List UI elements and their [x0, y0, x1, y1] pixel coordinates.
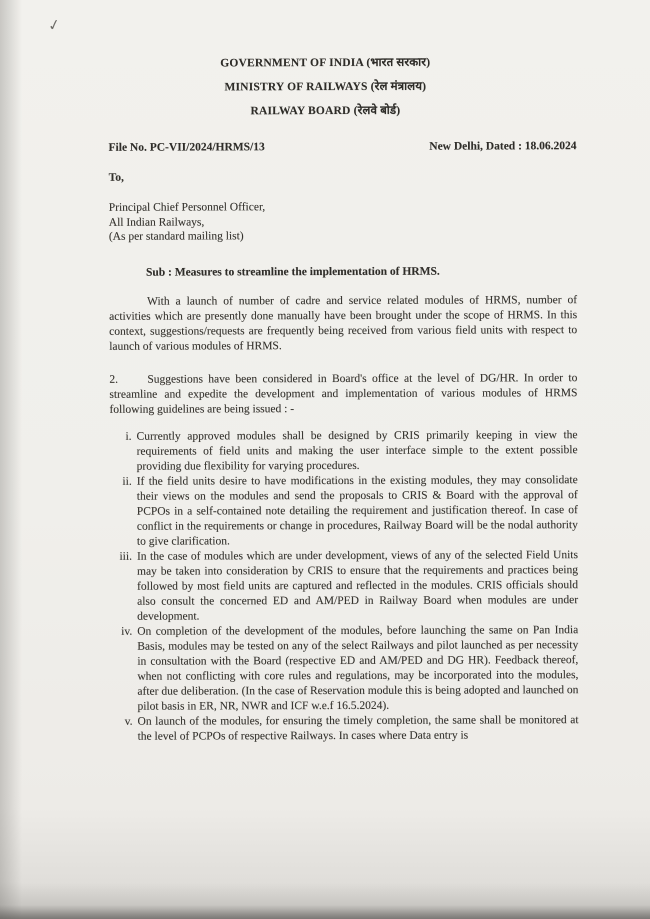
letterhead-line-government: GOVERNMENT OF INDIA (भारत सरकार)	[220, 56, 431, 70]
guideline-item	[110, 473, 578, 550]
opening-paragraph: With a launch of number of cadre and service related modules of HRMS, number of activities which are presently done manually have been brought under the scope of HRMS. In this context, suggestions/requests are frequently being received from various field units with respect to launch of various modules of HRMS.	[109, 293, 578, 353]
guideline-text: Currently approved modules shall be designed by CRIS primarily keeping in view the requirements of field units and making the user interface simple to the extent possible providing due flexibility for varying procedures.	[136, 428, 578, 473]
guideline-marker: iv.	[121, 625, 133, 638]
subject-line: Sub : Measures to streamline the implementation of HRMS.	[145, 265, 440, 279]
addressee-block	[109, 199, 577, 244]
file-number: File No. PC-VII/2024/HRMS/13	[108, 141, 265, 154]
addressee-line: Principal Chief Personnel Officer,	[108, 201, 266, 214]
salutation: To,	[108, 171, 124, 184]
guideline-text: On completion of the development of the modules, before launching the same on Pan India Basis, modules may be tested on any of the select Railways and pilot launched as per necessity in consultation with the Board (respective ED and AM/PED and DG HR). Feedback thereof, when not conflicting with core rules and regulations, may be incorporated into the modules, after due deliberation. (In the case of Reservation module this is being adopted and launched on pilot basis in ER, NR, NWR and ICF w.e.f 16.5.2024).	[137, 623, 579, 713]
file-reference-line	[108, 139, 576, 156]
paragraph-2-text: Suggestions have been considered in Board's office at the level of DG/HR. In order to streamline and expedite the development and implementation of various modules of HRMS following guidelines are being issued : -	[109, 371, 578, 416]
guideline-text: In the case of modules which are under development, views of any of the selected Field Units may be taken into consideration by CRIS to ensure that the requirements and practices being followed by most field units are captured and reflected in the modules. CRIS officials should also consult the concerned ED and AM/PED in Railway Board when modules are under development.	[136, 548, 579, 623]
guideline-marker: ii.	[122, 475, 132, 488]
guideline-marker: iii.	[119, 550, 132, 563]
guideline-text: If the field units desire to have modifications in the existing modules, they may consolidate their views on the modules and send the proposals to CRIS & Board with the approval of PCPOs in a self-contained note detailing the requirement and justification thereof. In case of conflict in the requirements or change in procedures, Railway Board will be the nodal authority to give clarification.	[136, 473, 578, 548]
guideline-item	[110, 548, 578, 625]
addressee-line: All Indian Railways,	[108, 215, 205, 229]
paragraph-2	[109, 371, 577, 418]
letterhead-line-railway-board: RAILWAY BOARD (रेलवे बोर्ड)	[250, 104, 401, 118]
guideline-item	[110, 713, 578, 745]
guideline-item	[109, 428, 577, 475]
guideline-item	[110, 623, 578, 715]
addressee-line: (As per standard mailing list)	[108, 230, 244, 243]
paragraph-2-number: 2.	[109, 373, 118, 386]
pencil-mark: ✓	[46, 16, 63, 36]
guidelines-list	[109, 428, 578, 745]
letterhead-line-ministry: MINISTRY OF RAILWAYS (रेल मंत्रालय)	[224, 80, 427, 94]
guideline-marker: i.	[125, 430, 132, 443]
guideline-text: On launch of the modules, for ensuring the timely completion, the same shall be monitored at the level of PCPOs of respective Railways. In cases where Data entry is	[137, 713, 579, 743]
guideline-marker: v.	[124, 715, 133, 728]
place-and-date: New Delhi, Dated : 18.06.2024	[429, 140, 577, 153]
scan-edge-bottom-artifact	[0, 905, 650, 919]
letterhead	[91, 55, 559, 120]
